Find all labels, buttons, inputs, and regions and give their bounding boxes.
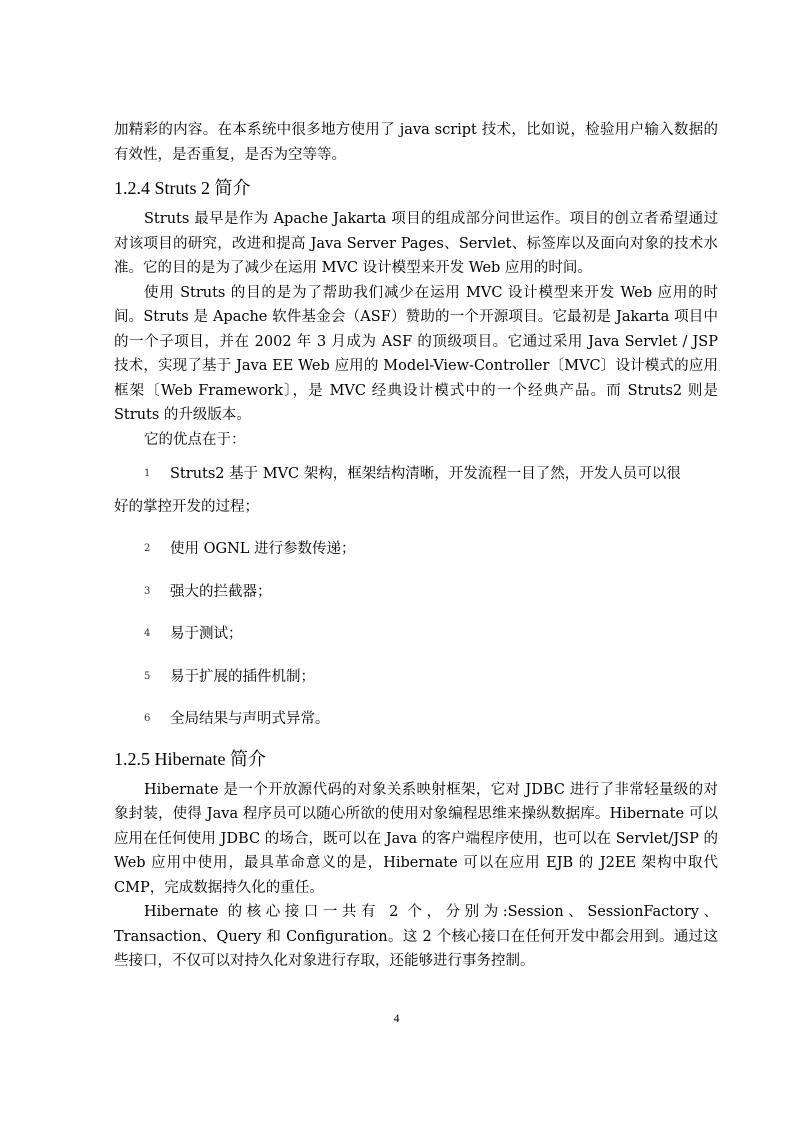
list-number: 2 — [144, 543, 151, 554]
list-number: 3 — [144, 585, 151, 597]
list-text: 易于扩展的插件机制； — [170, 668, 315, 685]
intro-paragraph: 加精彩的内容。在本系统中很多地方使用了 java script 技术，比如说，检验用户输入数据的有效性，是否重复，是否为空等等。 — [114, 122, 718, 163]
section-heading-hibernate: 1.2.5 Hibernate 简介 — [114, 748, 266, 769]
struts-paragraph-2: 使用 Struts 的目的是为了帮助我们减少在运用 MVC 设计模型来开发 Web 应用的时间。Struts 是 Apache 软件基金会（ASF）赞助的一个开源项目。它最初是 Jakarta 项目中的一个子项目，并在 2002 年 3 月成为 ASF 的顶级项目。它通过采用 Java Servlet / JSP 技术，实现了基于 Java EE Web 应用的 Model-View-Controller〔MVC〕设计模式的应用框架〔Web Framework〕，是 MVC 经典设计模式中的一个经典产品。而 Struts2 则是 Struts 的升级版本。 — [114, 284, 718, 423]
advantage-item-1 — [114, 462, 718, 487]
advantage-item-1-continuation: 好的掌控开发的过程； — [114, 498, 259, 515]
list-text: 全局结果与声明式异常。 — [170, 711, 330, 727]
struts-paragraph-1: Struts 最早是作为 Apache Jakarta 项目的组成部分问世运作。项目的创立者希望通过对该项目的研究，改进和提高 Java Server Pages、Servlet、标签库以及面向对象的技术水准。它的目的是为了减少在运用 MVC 设计模型来开发 Web 应用的时间。 — [114, 211, 718, 276]
list-number: 5 — [144, 670, 151, 682]
advantage-item-3 — [114, 580, 718, 605]
list-number: 1 — [144, 468, 151, 479]
section-heading-struts2: 1.2.4 Struts 2 简介 — [114, 178, 251, 198]
page-content — [114, 118, 718, 974]
list-text: Struts2 基于 MVC 架构，框架结构清晰，开发流程一目了然，开发人员可以很 — [170, 466, 681, 482]
struts-advantages-intro: 它的优点在于： — [144, 431, 246, 448]
list-text: 易于测试； — [170, 626, 243, 642]
advantage-item-4 — [114, 622, 718, 647]
list-text: 使用 OGNL 进行参数传递； — [170, 541, 356, 557]
hibernate-paragraph-1: Hibernate 是一个开放源代码的对象关系映射框架，它对 JDBC 进行了非常轻量级的对象封装，使得 Java 程序员可以随心所欲的使用对象编程思维来操纵数据库。Hibernate 可以应用在任何使用 JDBC 的场合，既可以在 Java 的客户端程序使用，也可以在 Servlet/JSP 的 Web 应用中使用，最具革命意义的是，Hibernate 可以在应用 EJB 的 J2EE 架构中取代 CMP，完成数据持久化的重任。 — [114, 781, 718, 896]
advantage-item-2 — [114, 537, 718, 562]
hibernate-paragraph-2: Hibernate 的核心接口一共有 2 个，分别为:Session、SessionFactory、Transaction、Query 和 Configuration。这 2 个核心接口在任何开发中都会用到。通过这些接口，不仅可以对持久化对象进行存取，还能够进行事务控制。 — [114, 904, 718, 969]
advantage-item-5 — [114, 665, 718, 690]
list-number: 4 — [144, 628, 151, 639]
list-text: 强大的拦截器； — [170, 583, 272, 600]
page-number: 4 — [393, 1011, 400, 1025]
list-number: 6 — [144, 713, 151, 724]
advantage-item-6 — [114, 707, 718, 732]
